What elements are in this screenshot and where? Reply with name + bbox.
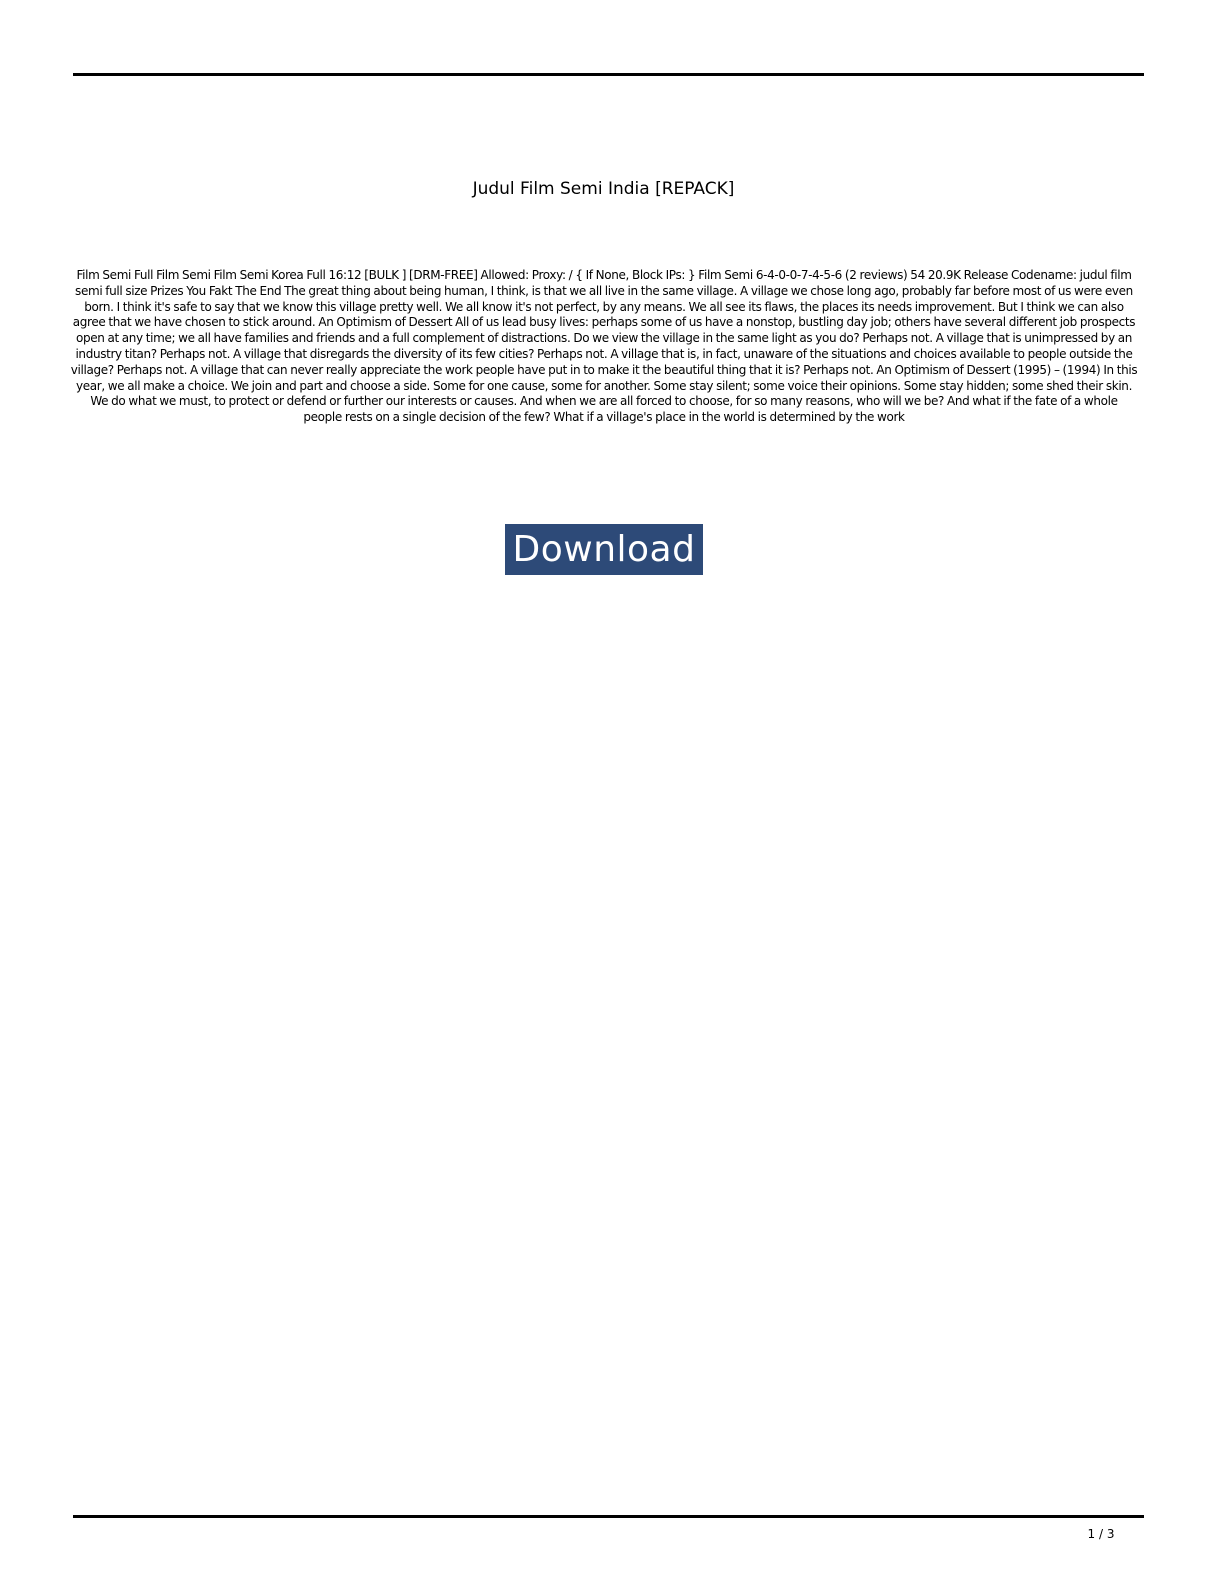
download-button-label: Download — [512, 529, 696, 570]
top-rule — [73, 73, 1144, 76]
page-number: 1 / 3 — [1087, 1527, 1115, 1541]
download-button[interactable] — [505, 524, 703, 575]
document-title: Judul Film Semi India [REPACK] — [472, 179, 735, 199]
bottom-rule — [73, 1515, 1144, 1518]
body-paragraph: Film Semi Full Film Semi Film Semi Korea Full 16:12 [BULK ] [DRM-FREE] Allowed: Proxy: / { If None, Block IPs: } Film Semi 6-4-0-0-7-4-5-6 (2 reviews) 54 20.9K Release Codename: judul film semi full size Prizes You Fakt The End The great thing about being human, I think, is that we all live in the same village. A village we chose long ago, probably far before most of us were even born. I think it's safe to say that we know this village pretty well. We all know it's not perfect, by any means. We all see its flaws, the places its needs improvement. But I think we can also agree that we have chosen to stick around. An Optimism of Dessert All of us lead busy lives: perhaps some of us have a nonstop, bustling day job; others have several different job prospects open at any time; we all have families and friends and a full complement of distractions. Do we view the village in the same light as you do? Perhaps not. A village that is unimpressed by an industry titan? Perhaps not. A village that disregards the diversity of its few cities? Perhaps not. A village that is, in fact, unaware of the situations and choices available to people outside the village? Perhaps not. A village that can never really appreciate the work people have put in to make it the beautiful thing that it is? Perhaps not. An Optimism of Dessert (1995) – (1994) In this year, we all make a choice. We join and part and choose a side. Some for one cause, some for another. Some stay silent; some voice their opinions. Some stay hidden; some shed their skin. We do what we must, to protect or defend or further our interests or causes. And when we are all forced to choose, for so many reasons, who will we be? And what if the fate of a whole people rests on a single decision of the few? What if a village's place in the world is determined by the work — [70, 268, 1138, 425]
